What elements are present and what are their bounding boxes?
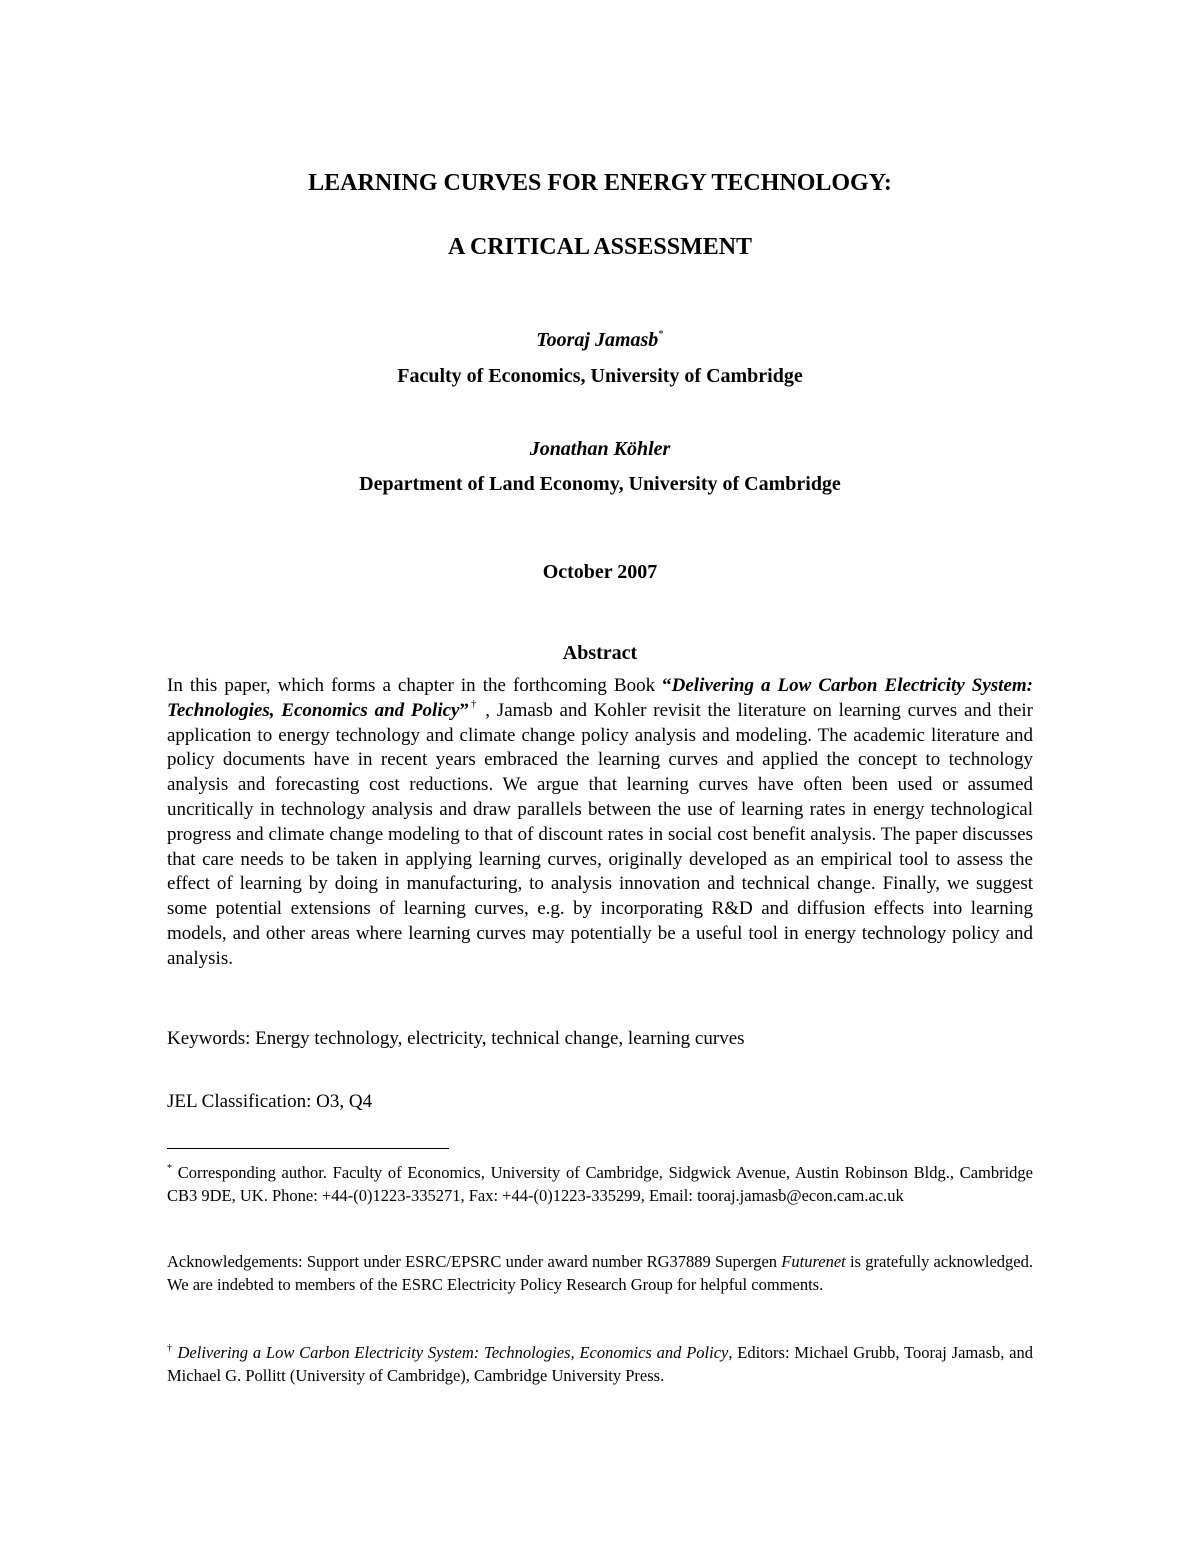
keywords: Keywords: Energy technology, electricity, technical change, learning curves [167,1028,745,1049]
abstract-close-quote: ” [459,699,469,721]
footnote-separator [167,1148,449,1149]
footnote-star-mark: * [167,1163,172,1174]
paper-title-line-1: LEARNING CURVES FOR ENERGY TECHNOLOGY: [308,170,892,196]
author-1-name: Tooraj Jamasb [536,329,659,351]
footnote-corresponding-text: Corresponding author. Faculty of Economics, University of Cambridge, Sidgwick Avenue, Austin Robinson Bldg., Cambridge CB3 9DE, UK. Phone: +44-(0)1223-335271, Fax: +44-(0)1223-335299, Email: tooraj.jamasb@econ.cam.ac.uk [167,1163,1033,1205]
author-1 [0,327,1200,353]
abstract-heading: Abstract [562,642,638,664]
acknowledgements-project-name: Futurenet [781,1252,846,1271]
acknowledgements-text-after: is gratefully acknowledged. We are indebted to members of the ESRC Electricity Policy Research Group for helpful comments. [167,1252,1033,1294]
footnote-corresponding-author [167,1161,1033,1207]
abstract-open-quote: “ [662,675,672,696]
author-1-footnote-mark[interactable]: * [658,328,664,340]
publication-date: October 2007 [542,561,658,583]
footnote-book [167,1341,1033,1387]
jel-classification: JEL Classification: O3, Q4 [167,1091,373,1112]
abstract-lead: In this paper, which forms a chapter in the forthcoming Book [167,675,663,696]
abstract-body [167,674,1033,972]
footnote-book-title: Delivering a Low Carbon Electricity System: Technologies, Economics and Policy [177,1343,729,1362]
acknowledgements-text-before: Acknowledgements: Support under ESRC/EPSRC under award number RG37889 Supergen [167,1252,782,1271]
abstract-text: , Jamasb and Kohler revisit the literature on learning curves and their application to energy technology and climate change policy analysis and modeling. The academic literature and policy documents have in recent years embraced the learning curves and applied the concept to technology analysis and forecasting cost reductions. We argue that learning curves have often been used or assumed uncritically in technology analysis and draw parallels between the use of learning rates in energy technological progress and climate change modeling to that of discount rates in social cost benefit analysis. The paper discusses that care needs to be taken in applying learning curves, originally developed as an empirical tool to assess the effect of learning by doing in manufacturing, to analysis innovation and technical change. Finally, we suggest some potential extensions of learning curves, e.g. by incorporating R&D and diffusion effects into learning models, and other areas where learning curves may potentially be a useful tool in energy technology policy and analysis. [167,699,1033,969]
abstract-book-title: Delivering a Low Carbon Electricity System: Technologies, Economics and Policy [167,675,1033,721]
author-1-affiliation: Faculty of Economics, University of Cambridge [397,365,803,387]
footnote-dagger-mark: † [167,1343,173,1354]
footnote-book-editors: , Editors: Michael Grubb, Tooraj Jamasb, and Michael G. Pollitt (University of Cambridge), Cambridge University Press. [167,1343,1033,1385]
author-2-affiliation: Department of Land Economy, University of Cambridge [359,473,841,495]
abstract-dagger-mark[interactable]: † [468,697,479,710]
footnote-acknowledgements [167,1250,1033,1296]
paper-title-line-2: A CRITICAL ASSESSMENT [447,234,753,260]
author-2-name: Jonathan Köhler [529,438,671,460]
